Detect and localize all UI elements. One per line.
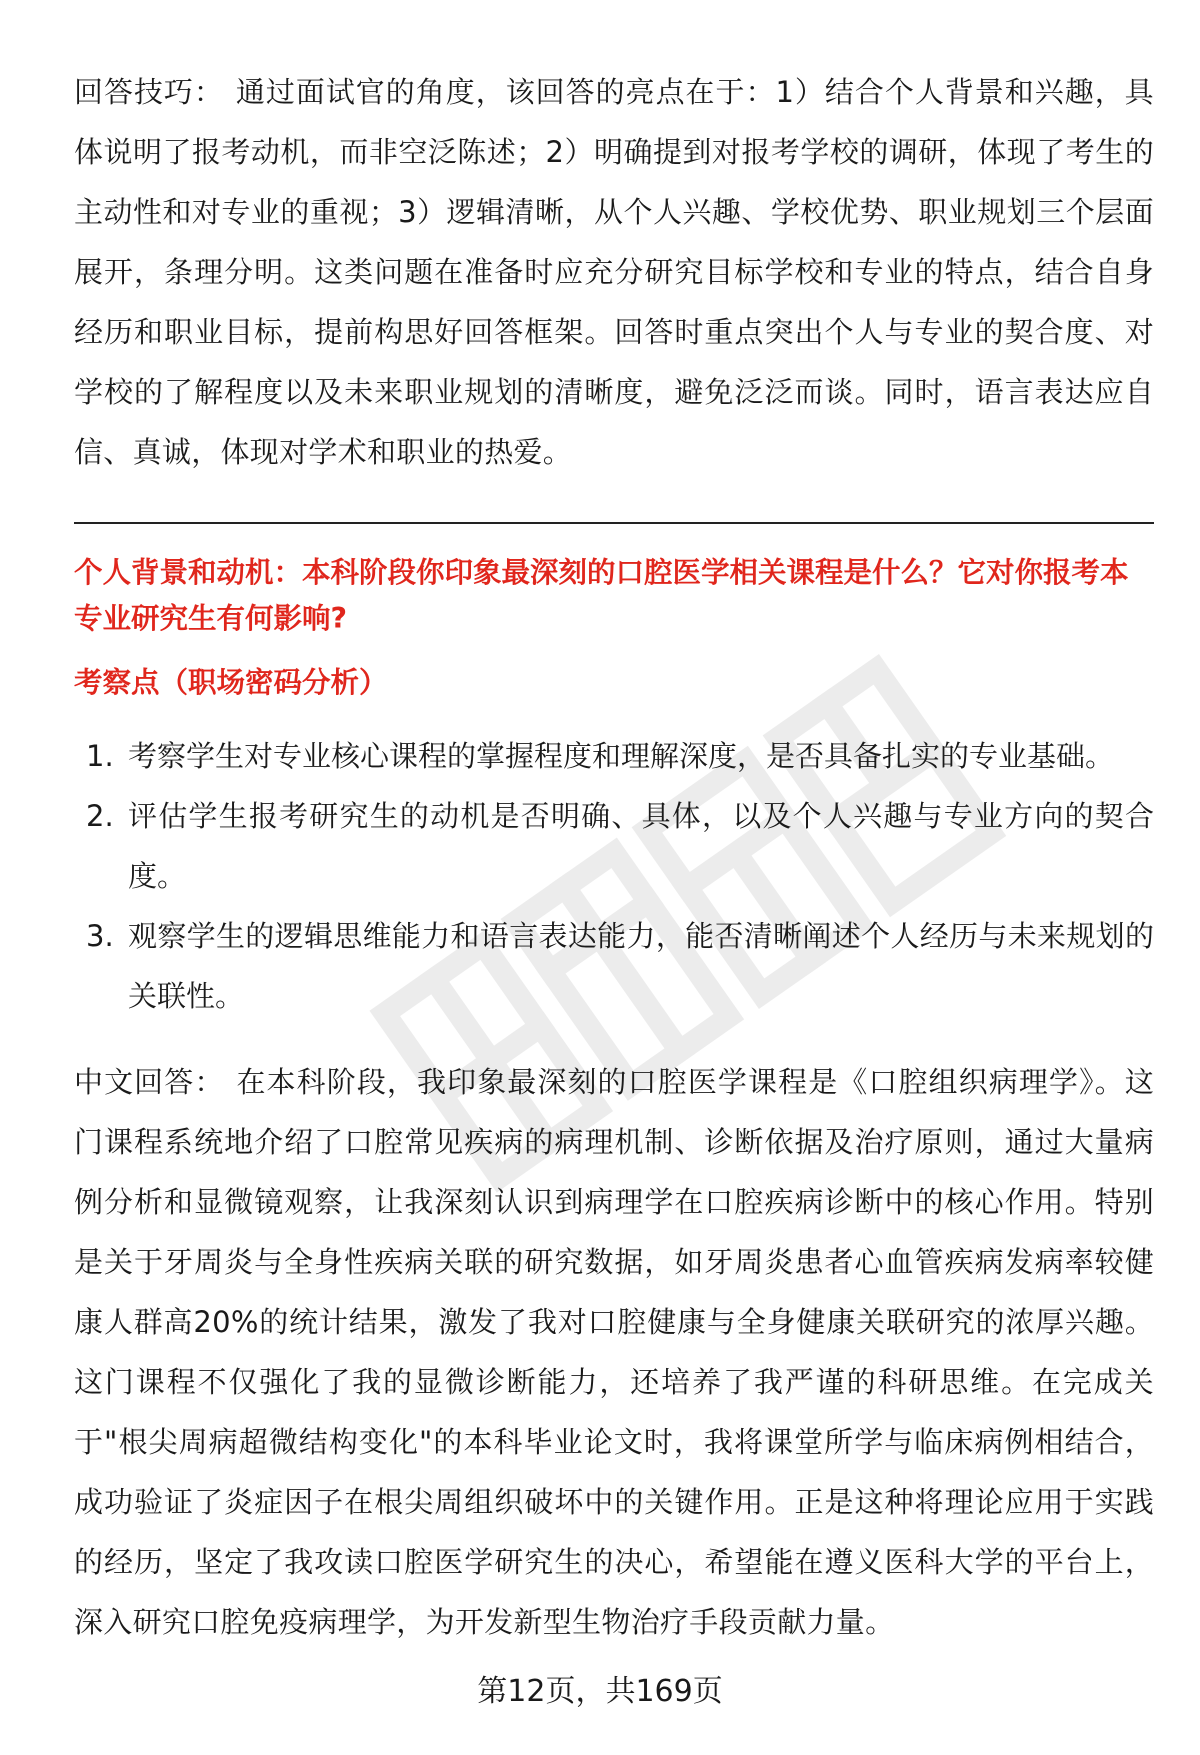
page-number: 第12页，共169页 xyxy=(477,1674,723,1709)
page-content xyxy=(74,62,1154,1652)
assessment-heading: 考察点（职场密码分析） xyxy=(74,666,388,699)
tips-label: 回答技巧： xyxy=(74,75,224,109)
list-item-text: 评估学生报考研究生的动机是否明确、具体，以及个人兴趣与专业方向的契合度。 xyxy=(128,799,1154,893)
tips-text: 通过面试官的角度，该回答的亮点在于：1）结合个人背景和兴趣，具体说明了报考动机，而非空泛陈述；2）明确提到对报考学校的调研，体现了考生的主动性和对专业的重视；3）逻辑清晰，从个人兴趣、学校优势、职业规划三个层面展开，条理分明。这类问题在准备时应充分研究目标学校和专业的特点，结合自身经历和职业目标，提前构思好回答框架。回答时重点突出个人与专业的契合度、对学校的了解程度以及未来职业规划的清晰度，避免泛泛而谈。同时，语言表达应自信、真诚，体现对学术和职业的热爱。 xyxy=(74,75,1154,469)
list-item xyxy=(74,906,1154,1026)
list-item-number: 3. xyxy=(86,919,114,953)
answer-label: 中文回答： xyxy=(74,1065,225,1099)
list-item xyxy=(74,786,1154,906)
assessment-list xyxy=(74,726,1154,1026)
question-heading: 个人背景和动机：本科阶段你印象最深刻的口腔医学相关课程是什么？它对你报考本专业研究生有何影响? xyxy=(74,556,1129,635)
tips-paragraph xyxy=(74,62,1154,482)
list-item xyxy=(74,726,1154,786)
list-item-text: 观察学生的逻辑思维能力和语言表达能力，能否清晰阐述个人经历与未来规划的关联性。 xyxy=(128,919,1154,1013)
section-divider xyxy=(74,522,1154,524)
list-item-text: 考察学生对专业核心课程的掌握程度和理解深度，是否具备扎实的专业基础。 xyxy=(128,739,1115,773)
list-item-number: 1. xyxy=(86,739,114,773)
answer-paragraph xyxy=(74,1052,1154,1652)
answer-text: 在本科阶段，我印象最深刻的口腔医学课程是《口腔组织病理学》。这门课程系统地介绍了口腔常见疾病的病理机制、诊断依据及治疗原则，通过大量病例分析和显微镜观察，让我深刻认识到病理学在口腔疾病诊断中的核心作用。特别是关于牙周炎与全身性疾病关联的研究数据，如牙周炎患者心血管疾病发病率较健康人群高20%的统计结果，激发了我对口腔健康与全身健康关联研究的浓厚兴趣。这门课程不仅强化了我的显微诊断能力，还培养了我严谨的科研思维。在完成关于"根尖周病超微结构变化"的本科毕业论文时，我将课堂所学与临床病例相结合，成功验证了炎症因子在根尖周组织破坏中的关键作用。正是这种将理论应用于实践的经历，坚定了我攻读口腔医学研究生的决心，希望能在遵义医科大学的平台上，深入研究口腔免疫病理学，为开发新型生物治疗手段贡献力量。 xyxy=(74,1065,1154,1639)
list-item-number: 2. xyxy=(86,799,114,833)
